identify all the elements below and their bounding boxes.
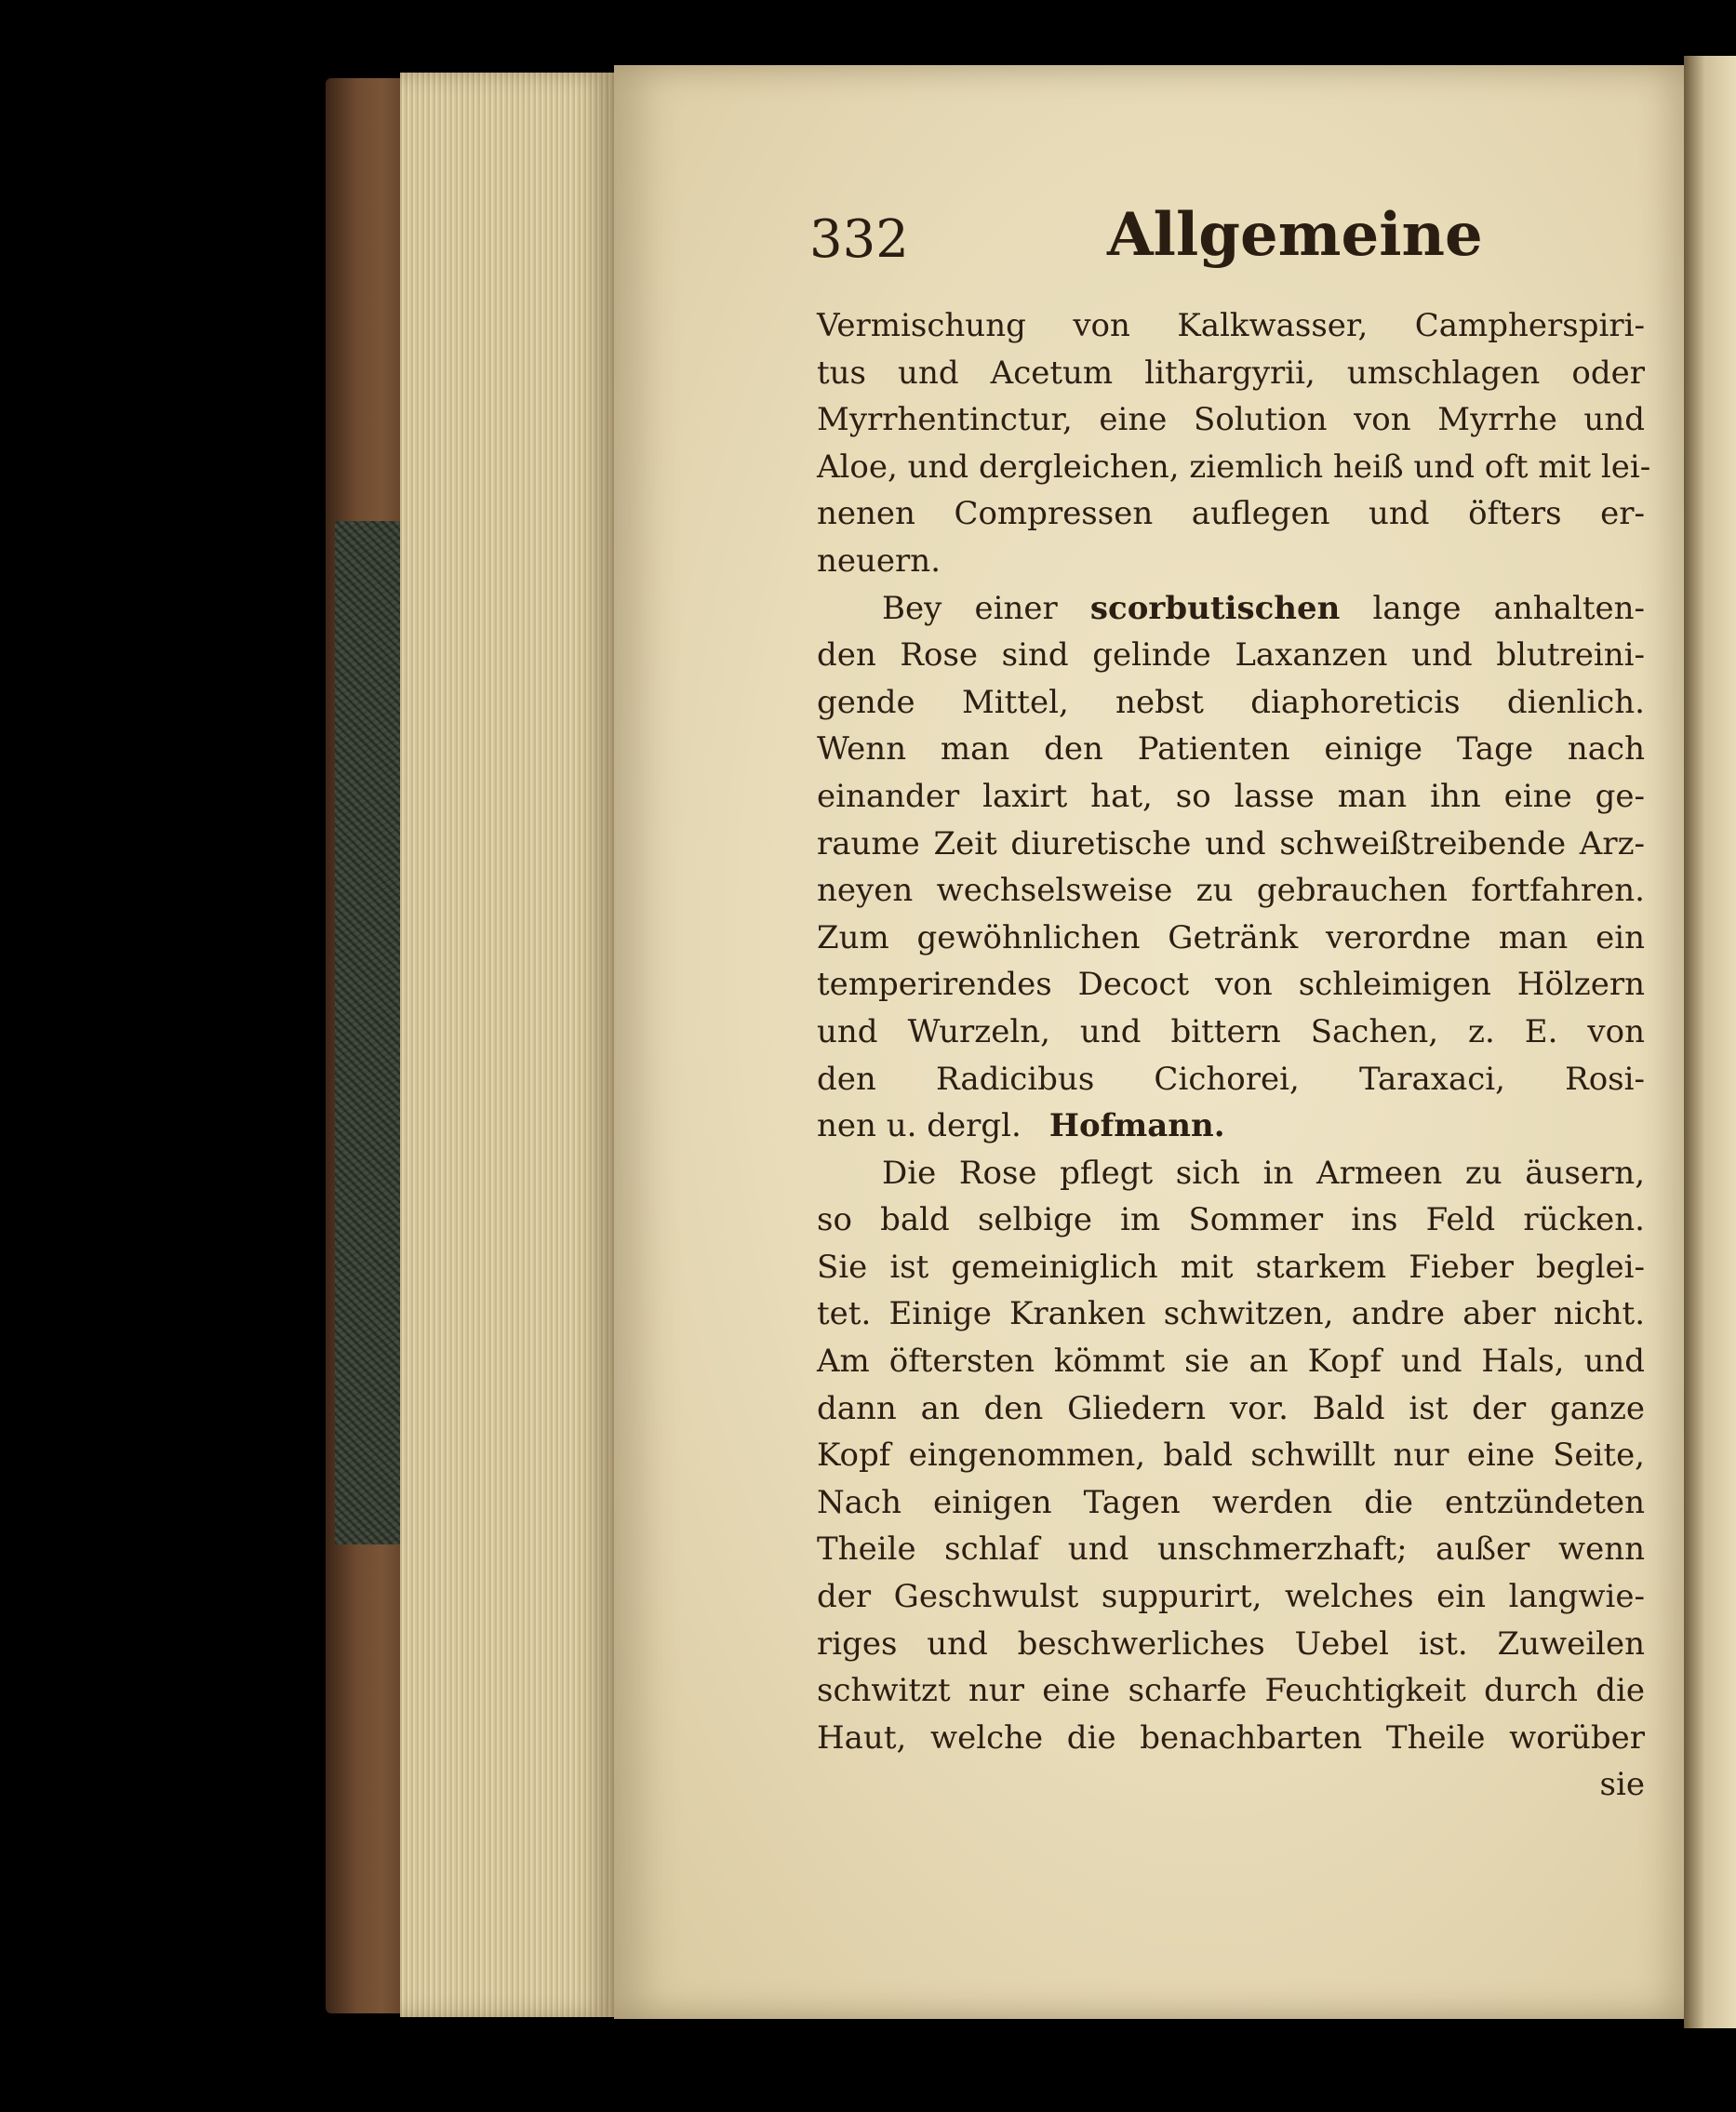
text-line: Sie ist gemeiniglich mit starkem Fieber beglei- — [817, 1248, 1645, 1286]
text-line: dann an den Gliedern vor. Bald ist der ganze — [817, 1389, 1645, 1427]
text-line: den Rose sind gelinde Laxanzen und blutreini- — [817, 636, 1645, 675]
author-signature: Hofmann. — [1048, 1107, 1225, 1145]
text-line: nenen Compressen auflegen und öfters er- — [817, 495, 1645, 533]
text-line: der Geschwulst suppurirt, welches ein langwie- — [817, 1578, 1645, 1616]
body-text — [817, 302, 1651, 1809]
text-line: gende Mittel, nebst diaphoreticis dienlich. — [817, 683, 1645, 721]
text-line: Aloe, und dergleichen, ziemlich heiß und oft mit lei- — [817, 448, 1651, 486]
text-run: Bey einer — [882, 589, 1090, 627]
text-line: Theile schlaf und unschmerzhaft; außer wenn — [817, 1531, 1645, 1569]
text-line: Nach einigen Tagen werden die entzündeten — [817, 1483, 1645, 1521]
text-run: lange anhalten- — [1340, 589, 1645, 627]
text-line: riges und beschwerliches Uebel ist. Zuweilen — [817, 1624, 1645, 1663]
text-line — [817, 585, 1645, 633]
page-edges — [400, 73, 614, 2017]
text-line: Haut, welche die benachbarten Theile worüber — [817, 1718, 1645, 1757]
text-line: tet. Einige Kranken schwitzen, andre aber nicht. — [817, 1295, 1645, 1333]
text-line: neyen wechselsweise zu gebrauchen fortfahren. — [817, 872, 1645, 910]
text-line: einander laxirt hat, so lasse man ihn eine ge- — [817, 777, 1645, 815]
text-line: Zum gewöhnlichen Getränk verordne man ein — [817, 918, 1645, 956]
text-line: raume Zeit diuretische und schweißtreibende Arz- — [817, 824, 1645, 862]
text-line: Myrrhentinctur, eine Solution von Myrrhe und — [817, 401, 1645, 439]
emphasis-scorbutischen: scorbutischen — [1089, 589, 1341, 627]
text-line: Die Rose pflegt sich in Armeen zu äusern, — [882, 1154, 1645, 1192]
page-title: Allgemeine — [1107, 200, 1483, 270]
text-line: Wenn man den Patienten einige Tage nach — [817, 730, 1645, 769]
text-line: Vermischung von Kalkwasser, Campherspiri- — [817, 307, 1645, 344]
text-line: und Wurzeln, und bittern Sachen, z. E. von — [817, 1012, 1645, 1050]
text-line: den Radicibus Cichorei, Taraxaci, Rosi- — [817, 1060, 1645, 1098]
text-line: Am öftersten kömmt sie an Kopf und Hals, und — [817, 1343, 1645, 1381]
text-line: schwitzt nur eine scharfe Feuchtigkeit durch die — [817, 1672, 1645, 1710]
text-run: nen u. dergl. — [817, 1107, 1022, 1145]
facing-page-gutter — [1684, 56, 1736, 2028]
running-head — [809, 200, 1647, 284]
text-line: neuern. — [817, 541, 941, 580]
text-line: temperirendes Decoct von schleimigen Hölzern — [817, 966, 1645, 1004]
text-line: Kopf eingenommen, bald schwillt nur eine Seite, — [817, 1437, 1645, 1475]
page-number: 332 — [809, 209, 909, 270]
cover-marbled-pattern — [335, 521, 400, 1544]
catchword: sie — [1599, 1766, 1645, 1804]
text-line — [817, 1103, 1645, 1150]
text-line: so bald selbige im Sommer ins Feld rücken. — [817, 1201, 1645, 1239]
text-line: tus und Acetum lithargyrii, umschlagen oder — [817, 354, 1645, 392]
